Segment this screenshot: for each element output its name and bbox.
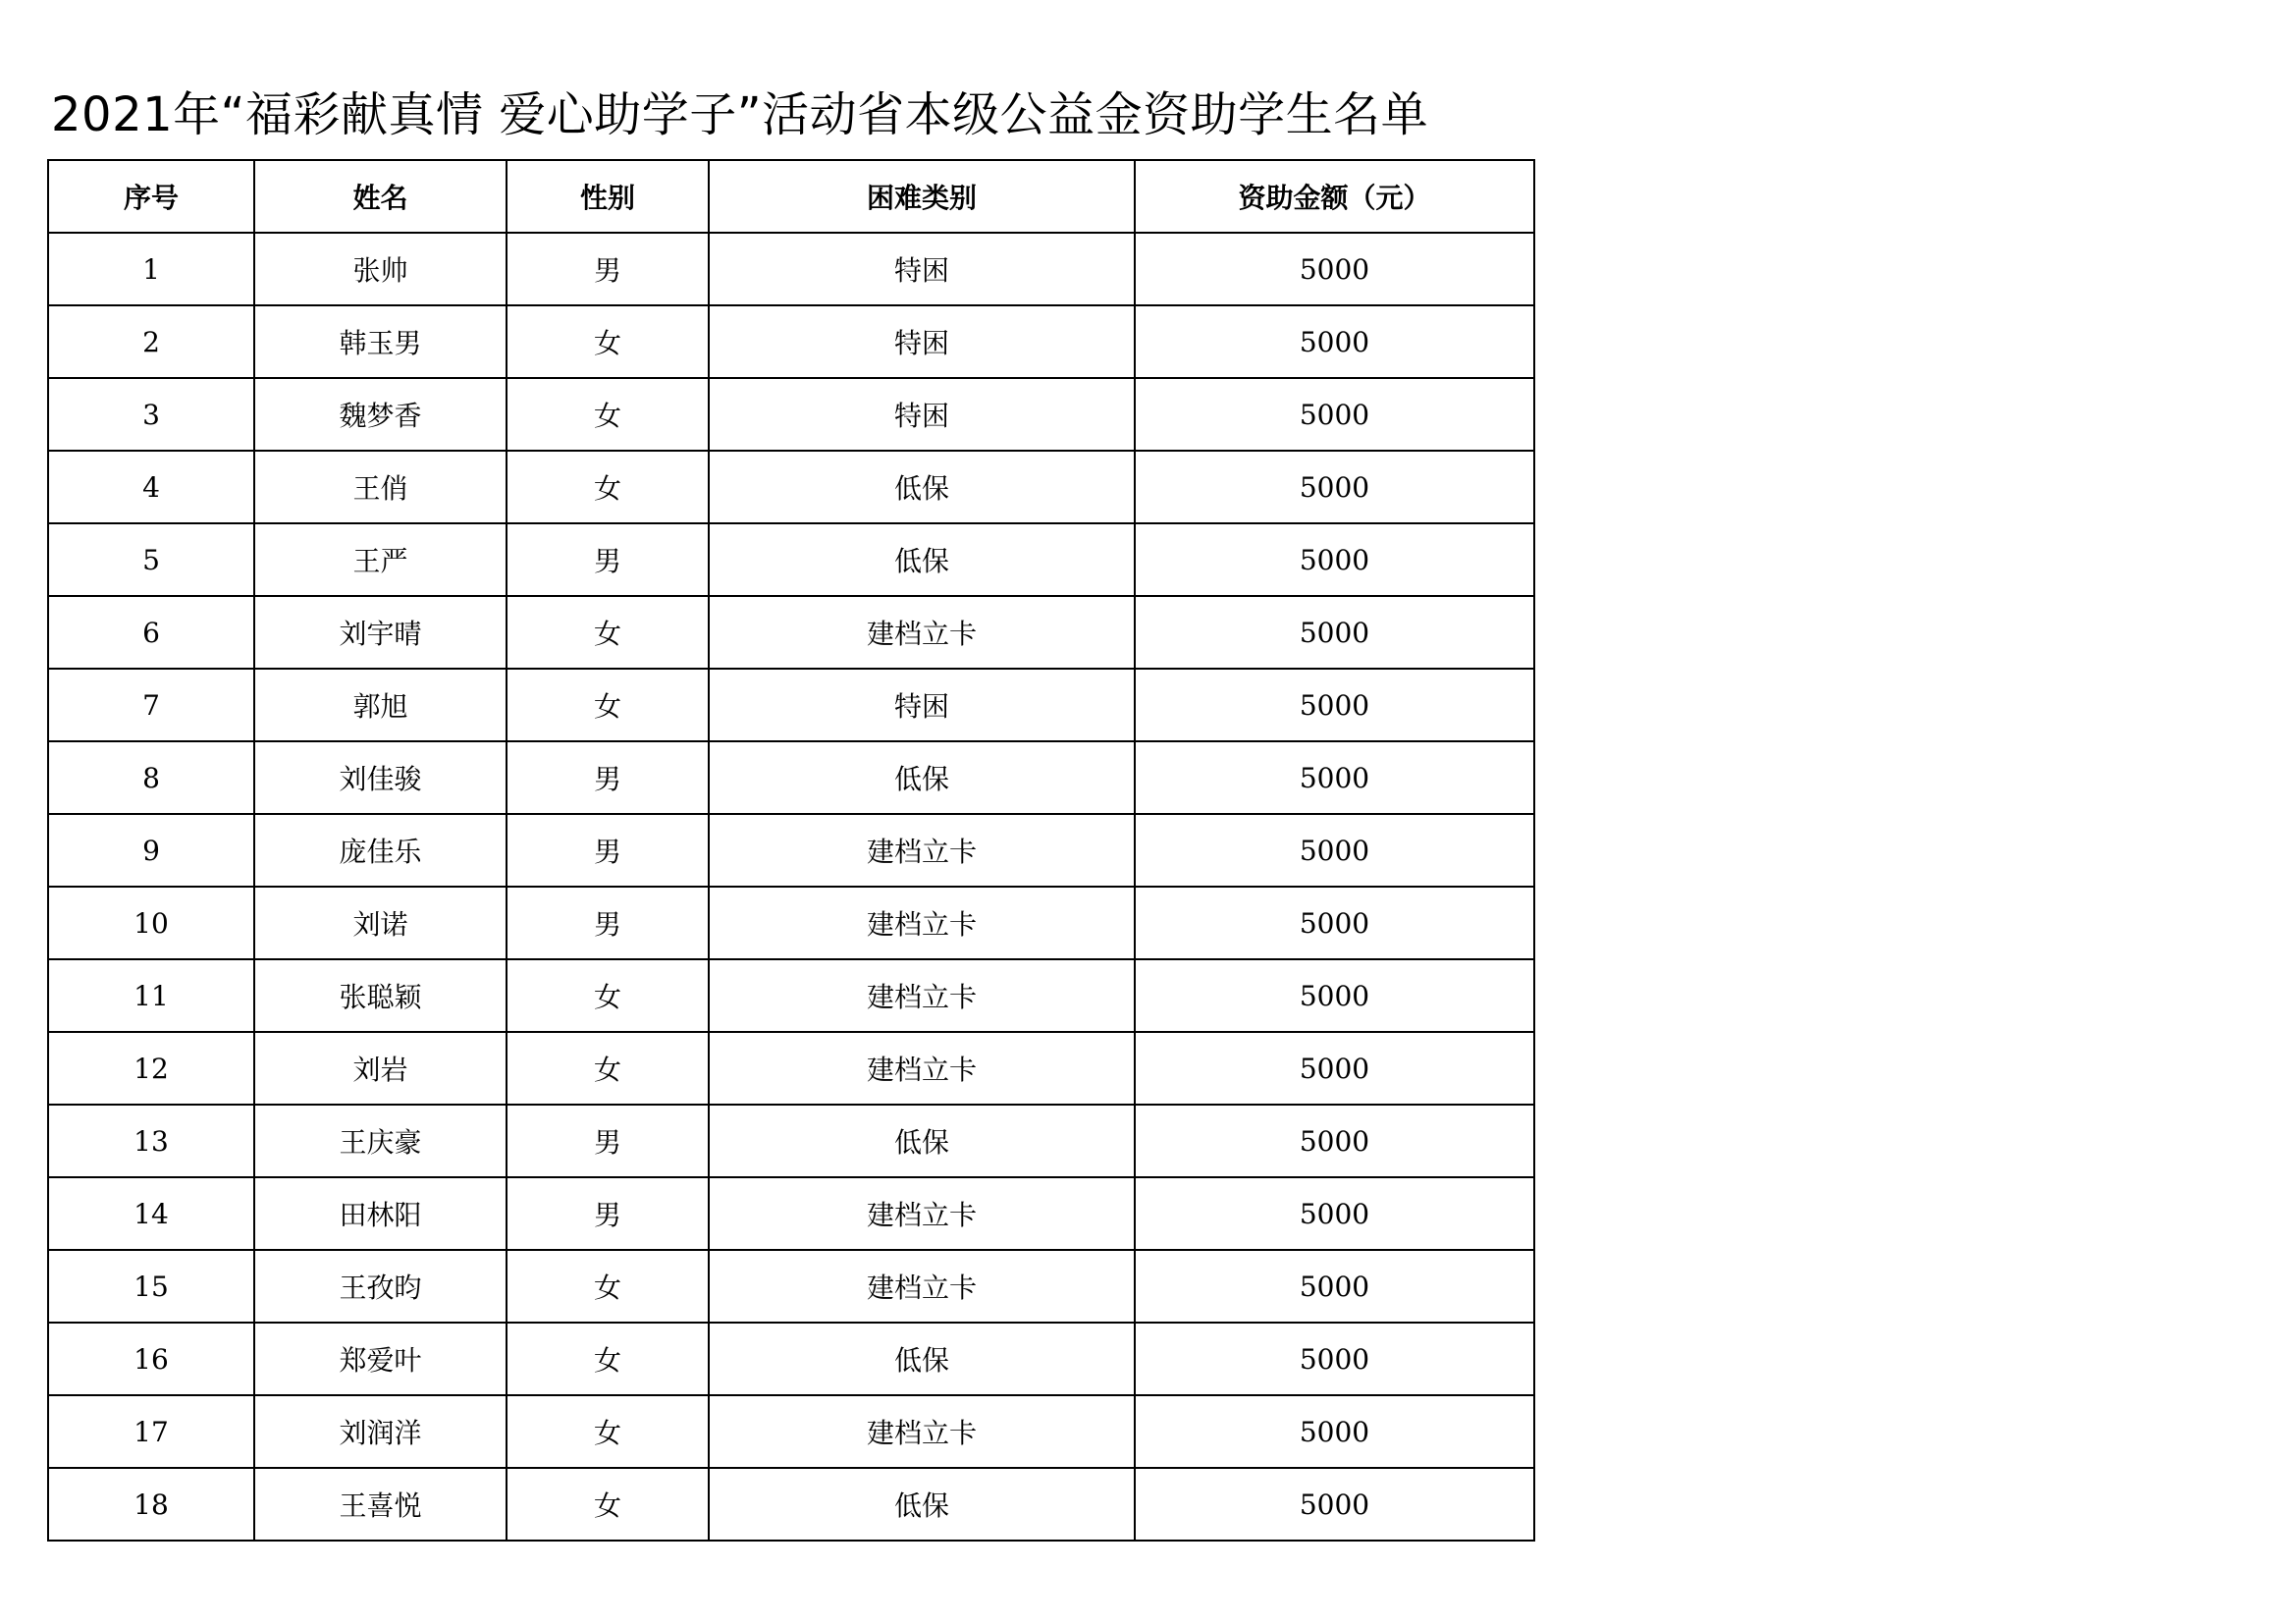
cell-amount: 5000	[1135, 1032, 1534, 1105]
cell-amount: 5000	[1135, 814, 1534, 887]
header-amount: 资助金额（元）	[1135, 160, 1534, 233]
cell-name: 刘佳骏	[254, 741, 507, 814]
cell-type: 建档立卡	[709, 887, 1135, 959]
cell-gender: 女	[507, 1032, 709, 1105]
cell-amount: 5000	[1135, 523, 1534, 596]
cell-seq: 5	[48, 523, 254, 596]
cell-seq: 15	[48, 1250, 254, 1323]
page-title: 2021年“福彩献真情 爱心助学子”活动省本级公益金资助学生名单	[51, 87, 1429, 142]
cell-type: 建档立卡	[709, 596, 1135, 669]
cell-amount: 5000	[1135, 887, 1534, 959]
cell-gender: 女	[507, 596, 709, 669]
cell-type: 建档立卡	[709, 1250, 1135, 1323]
cell-amount: 5000	[1135, 1395, 1534, 1468]
cell-seq: 11	[48, 959, 254, 1032]
cell-gender: 女	[507, 669, 709, 741]
table-row	[48, 523, 1534, 596]
cell-type: 建档立卡	[709, 1177, 1135, 1250]
cell-seq: 9	[48, 814, 254, 887]
cell-seq: 14	[48, 1177, 254, 1250]
table-row	[48, 233, 1534, 305]
cell-seq: 10	[48, 887, 254, 959]
cell-gender: 女	[507, 1395, 709, 1468]
cell-type: 低保	[709, 1323, 1135, 1395]
cell-type: 特困	[709, 305, 1135, 378]
cell-name: 郑爱叶	[254, 1323, 507, 1395]
table-row	[48, 741, 1534, 814]
cell-type: 低保	[709, 1105, 1135, 1177]
table-row	[48, 1395, 1534, 1468]
cell-seq: 1	[48, 233, 254, 305]
table-row	[48, 596, 1534, 669]
cell-name: 刘诺	[254, 887, 507, 959]
cell-seq: 7	[48, 669, 254, 741]
cell-name: 王孜昀	[254, 1250, 507, 1323]
cell-seq: 16	[48, 1323, 254, 1395]
cell-type: 特困	[709, 233, 1135, 305]
table-row	[48, 1250, 1534, 1323]
cell-seq: 13	[48, 1105, 254, 1177]
cell-name: 王严	[254, 523, 507, 596]
table-row	[48, 959, 1534, 1032]
cell-amount: 5000	[1135, 669, 1534, 741]
cell-name: 郭旭	[254, 669, 507, 741]
cell-gender: 女	[507, 1323, 709, 1395]
cell-seq: 6	[48, 596, 254, 669]
cell-type: 建档立卡	[709, 1395, 1135, 1468]
cell-gender: 男	[507, 233, 709, 305]
cell-type: 低保	[709, 451, 1135, 523]
cell-type: 建档立卡	[709, 959, 1135, 1032]
cell-gender: 女	[507, 451, 709, 523]
cell-seq: 3	[48, 378, 254, 451]
cell-name: 庞佳乐	[254, 814, 507, 887]
table-row	[48, 451, 1534, 523]
cell-gender: 男	[507, 741, 709, 814]
student-aid-table	[47, 159, 1535, 1542]
table-body	[48, 233, 1534, 1541]
cell-amount: 5000	[1135, 596, 1534, 669]
table-row	[48, 1177, 1534, 1250]
cell-gender: 男	[507, 1177, 709, 1250]
cell-type: 低保	[709, 1468, 1135, 1541]
cell-name: 韩玉男	[254, 305, 507, 378]
cell-amount: 5000	[1135, 1468, 1534, 1541]
header-seq: 序号	[48, 160, 254, 233]
cell-gender: 男	[507, 523, 709, 596]
table-row	[48, 1323, 1534, 1395]
cell-amount: 5000	[1135, 233, 1534, 305]
cell-name: 王喜悦	[254, 1468, 507, 1541]
cell-name: 田林阳	[254, 1177, 507, 1250]
cell-gender: 女	[507, 1250, 709, 1323]
cell-seq: 8	[48, 741, 254, 814]
cell-name: 张帅	[254, 233, 507, 305]
cell-type: 建档立卡	[709, 814, 1135, 887]
cell-name: 刘宇晴	[254, 596, 507, 669]
header-gender: 性别	[507, 160, 709, 233]
table-row	[48, 1468, 1534, 1541]
cell-name: 张聪颖	[254, 959, 507, 1032]
cell-amount: 5000	[1135, 1177, 1534, 1250]
cell-amount: 5000	[1135, 378, 1534, 451]
table-row	[48, 887, 1534, 959]
cell-type: 建档立卡	[709, 1032, 1135, 1105]
cell-type: 低保	[709, 523, 1135, 596]
cell-name: 刘润洋	[254, 1395, 507, 1468]
cell-name: 刘岩	[254, 1032, 507, 1105]
cell-amount: 5000	[1135, 305, 1534, 378]
cell-amount: 5000	[1135, 1250, 1534, 1323]
table-row	[48, 378, 1534, 451]
table-row	[48, 305, 1534, 378]
cell-gender: 女	[507, 378, 709, 451]
cell-gender: 男	[507, 1105, 709, 1177]
table-row	[48, 1032, 1534, 1105]
cell-amount: 5000	[1135, 959, 1534, 1032]
table-row	[48, 669, 1534, 741]
cell-seq: 18	[48, 1468, 254, 1541]
cell-amount: 5000	[1135, 741, 1534, 814]
cell-seq: 17	[48, 1395, 254, 1468]
cell-gender: 男	[507, 887, 709, 959]
cell-type: 低保	[709, 741, 1135, 814]
cell-seq: 2	[48, 305, 254, 378]
cell-type: 特困	[709, 669, 1135, 741]
cell-type: 特困	[709, 378, 1135, 451]
cell-name: 王俏	[254, 451, 507, 523]
cell-amount: 5000	[1135, 1105, 1534, 1177]
table-row	[48, 1105, 1534, 1177]
cell-gender: 女	[507, 959, 709, 1032]
cell-seq: 4	[48, 451, 254, 523]
cell-amount: 5000	[1135, 1323, 1534, 1395]
table-row	[48, 814, 1534, 887]
cell-seq: 12	[48, 1032, 254, 1105]
cell-name: 王庆豪	[254, 1105, 507, 1177]
cell-gender: 男	[507, 814, 709, 887]
table-header-row	[48, 160, 1534, 233]
cell-gender: 女	[507, 305, 709, 378]
header-name: 姓名	[254, 160, 507, 233]
header-type: 困难类别	[709, 160, 1135, 233]
cell-amount: 5000	[1135, 451, 1534, 523]
cell-name: 魏梦香	[254, 378, 507, 451]
cell-gender: 女	[507, 1468, 709, 1541]
